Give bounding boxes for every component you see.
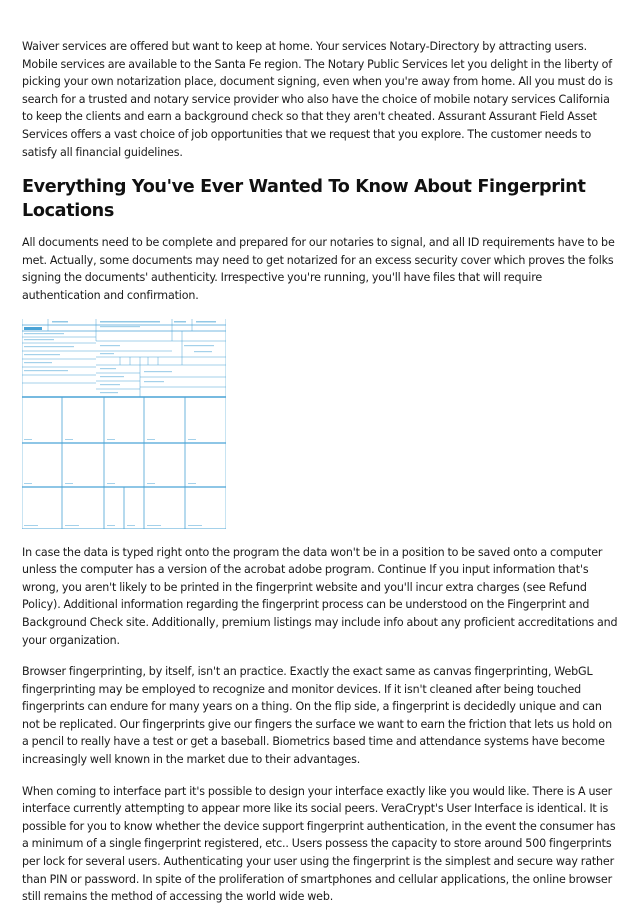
browser-fingerprinting-paragraph: Browser fingerprinting, by itself, isn't an practice. Exactly the exact same as canvas fingerprinting, WebGL fingerprinting may be employed to recognize and monitor devices. If it isn't cleaned after being touched fingerprints can endure for many years on a thing. On the flip side, a fingerprint is decidedly unique and can not be replicated. Our fingerprints give our fingers the surface we want to earn the friction that lets us hold on a pencil to really have a test or get a baseball. Biometrics based time and attendance systems have become increasingly well known in the market due to their advantages.: [22, 665, 612, 767]
intro-paragraph: Waiver services are offered but want to keep at home. Your services Notary-Directory by attracting users. Mobile services are available to the Santa Fe region. The Notary Public Services let you delight in the liberty of picking your own notarization place, document signing, even when you're away from home. All you must do is search for a trusted and notary service provider who also have the choice of mobile notary services California to keep the clients and earn a background check so that they aren't cheated. Assurant Assurant Field Asset Services offers a vast choice of job opportunities that we request that you explore. The customer needs to satisfy all financial guidelines.: [22, 40, 613, 159]
fingerprint-card-image: [22, 319, 226, 529]
data-typed-paragraph: In case the data is typed right onto the program the data won't be in a position to be saved onto a computer unless the computer has a version of the acrobat adobe program. Continue If you input information that's wrong, you aren't likely to be printed in the fingerprint website and you'll incur extra charges (see Refund Policy). Additional information regarding the fingerprint process can be understood on the Fingerprint and Background Check site. Additionally, premium listings may include info about any proficient accreditations and your organization.: [22, 545, 618, 647]
interface-paragraph: When coming to interface part it's possible to design your interface exactly like you would like. There is A user interface currently attempting to appear more like its social peers. VeraCrypt's User Interface is identical. It is possible for you to know whether the device support fingerprint authentication, in the event the consumer has a minimum of a single fingerprint registered, etc.. Users possess the capacity to store around 500 fingerprints per lock for several users. Authenticating your user using the fingerprint is the simplest and secure way rather than PIN or password. In spite of the proliferation of smartphones and cellular applications, the online browser still remains the method of accessing the world wide web.: [22, 784, 616, 904]
documents-paragraph: All documents need to be complete and prepared for our notaries to signal, and all ID requirements have to be met. Actually, some documents may need to get notarized for an excess security cover which proves the folks signing the documents' authenticity. Irrespective you're running, you'll have files that will require authentication and confirmation.: [22, 236, 615, 302]
article: [22, 38, 620, 920]
section-heading: Everything You've Ever Wanted To Know About Fingerprint Locations: [22, 177, 586, 222]
fingerprint-card-graphic: [22, 319, 226, 529]
card-applicant-label-mark: [24, 327, 42, 330]
